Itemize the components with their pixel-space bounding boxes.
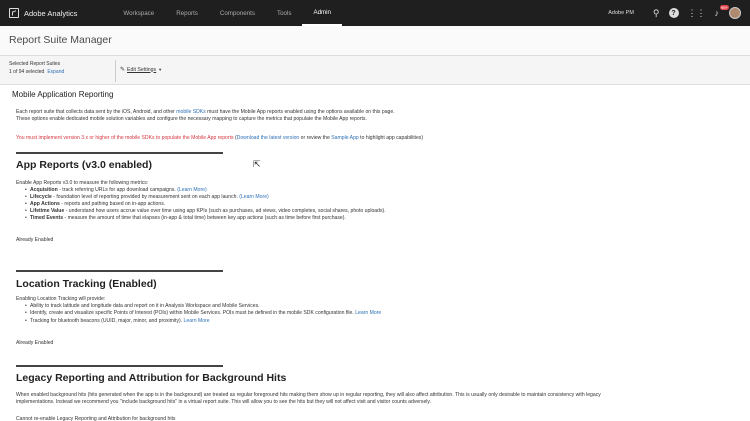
edit-settings-dropdown[interactable] bbox=[120, 66, 162, 73]
page-header bbox=[0, 26, 750, 56]
section-title: Mobile Application Reporting bbox=[12, 90, 114, 99]
settings-panel bbox=[0, 85, 750, 421]
item-term: Timed Events bbox=[30, 215, 64, 221]
item-term: Lifetime Value bbox=[30, 208, 65, 214]
page-title: Report Suite Manager bbox=[9, 34, 112, 46]
apps-grid-icon[interactable]: ⋮⋮ bbox=[687, 7, 706, 18]
list-item bbox=[30, 310, 381, 316]
app-reports-intro: Enable App Reports v3.0 to measure the following metrics: bbox=[16, 180, 149, 186]
item-text: Ability to track latitude and longitude data and report on it in Analysis Workspace and Mobile Services. bbox=[30, 303, 260, 309]
warning-end: to highlight app capabilities) bbox=[360, 135, 424, 141]
list-item bbox=[30, 208, 386, 214]
location-status: Already Enabled bbox=[16, 340, 54, 346]
app-reports-heading: App Reports (v3.0 enabled) bbox=[16, 159, 152, 171]
item-desc: - understand how users accrue value over time using app KPIs (such as purchases, ad views, video completes, social shares, photo uploads). bbox=[65, 208, 386, 214]
download-latest-link[interactable]: Download the latest version bbox=[236, 135, 300, 141]
nav-admin[interactable]: Admin bbox=[302, 0, 342, 26]
legacy-status: Cannot re-enable Legacy Reporting and Attribution for background hits bbox=[16, 416, 176, 421]
bell-icon: ♪ bbox=[714, 7, 719, 18]
location-heading: Location Tracking (Enabled) bbox=[16, 278, 157, 290]
user-avatar[interactable] bbox=[729, 7, 741, 19]
selected-count-text: 1 of 94 selected bbox=[9, 69, 45, 75]
header-actions bbox=[608, 0, 750, 26]
warning-paren: ( bbox=[234, 135, 237, 141]
intro-text: Each report suite that collects data sent by the iOS, Android, and other bbox=[16, 109, 175, 115]
selected-count bbox=[9, 69, 64, 75]
adobe-analytics-logo-icon[interactable] bbox=[9, 8, 19, 18]
list-item bbox=[30, 215, 346, 221]
top-navigation-bar bbox=[0, 0, 750, 26]
item-term: App Actions bbox=[30, 201, 60, 207]
mouse-pointer-icon: ⇱ bbox=[253, 159, 261, 169]
main-nav bbox=[112, 0, 342, 26]
warning-or: or review the bbox=[300, 135, 330, 141]
selected-report-suites-label: Selected Report Suites bbox=[9, 61, 61, 67]
intro-line-2: These options enable dedicated mobile solution variables and configure the necessary mapping to capture the metrics that populate the Mobile App reports. bbox=[16, 116, 367, 122]
section-divider bbox=[16, 270, 223, 272]
app-name[interactable]: Adobe Analytics bbox=[24, 8, 78, 18]
item-term: Lifecycle bbox=[30, 194, 52, 200]
sdk-warning bbox=[16, 135, 423, 141]
edit-icon: ✎ bbox=[120, 67, 126, 73]
learn-more-link[interactable]: Learn More bbox=[183, 318, 210, 324]
learn-more-link[interactable]: (Learn More) bbox=[177, 187, 207, 193]
nav-tools[interactable]: Tools bbox=[276, 9, 292, 17]
expand-link[interactable]: Expand bbox=[47, 69, 65, 75]
location-intro: Enabling Location Tracking will provide: bbox=[16, 296, 106, 302]
legacy-para-1: When enabled background hits (hits generated when the app is in the background) are treated as regular foreground hits making them show up in regular reporting, they will also affect attribution. This is usually only desirable to maintain consistency with legacy bbox=[16, 392, 601, 398]
notifications-button[interactable] bbox=[714, 4, 728, 18]
section-divider bbox=[16, 152, 223, 154]
intro-line-1 bbox=[16, 109, 395, 115]
list-item bbox=[30, 201, 165, 207]
nav-workspace[interactable]: Workspace bbox=[123, 9, 155, 17]
legacy-para-2: implementations. Instead we recommend you "include background hits" in a virtual report suite. This will allow you to see the hits but they will not affect visit and visitor counts adversely. bbox=[16, 399, 431, 405]
warning-text: You must implement version 3.x or higher of the mobile SDKs to populate the Mobile App reports bbox=[16, 135, 234, 141]
sample-app-link[interactable]: Sample App bbox=[331, 135, 359, 141]
chevron-down-icon: ▼ bbox=[158, 67, 163, 72]
nav-components[interactable]: Components bbox=[219, 9, 255, 17]
list-item bbox=[30, 187, 207, 193]
list-item bbox=[30, 318, 210, 324]
help-icon[interactable]: ? bbox=[669, 8, 679, 18]
toolbar-divider bbox=[115, 60, 116, 82]
section-divider bbox=[16, 365, 223, 367]
nav-reports[interactable]: Reports bbox=[176, 9, 198, 17]
legacy-heading: Legacy Reporting and Attribution for Background Hits bbox=[16, 372, 287, 384]
intro-text-post: must have the Mobile App reports enabled using the options available on this page. bbox=[207, 109, 395, 115]
mobile-sdks-link[interactable]: mobile SDKs bbox=[176, 109, 206, 115]
learn-more-link[interactable]: (Learn More) bbox=[239, 194, 269, 200]
notification-badge: 99+ bbox=[721, 4, 728, 10]
item-text: Identify, create and visualize specific Points of Interest (POIs) within Mobile Services. POIs must be defined in the mobile SDK configuration file. bbox=[30, 310, 354, 316]
list-item bbox=[30, 303, 260, 309]
learn-more-link[interactable]: Learn More bbox=[355, 310, 382, 316]
app-reports-status: Already Enabled bbox=[16, 237, 54, 243]
item-term: Acquisition bbox=[30, 187, 58, 193]
item-desc: - track referring URLs for app download campaigns. bbox=[59, 187, 176, 193]
company-switcher[interactable]: Adobe PM bbox=[608, 10, 634, 16]
item-text: Tracking for bluetooth beacons (UUID, major, minor, and proximity). bbox=[30, 318, 183, 324]
edit-settings-label: Edit Settings bbox=[127, 66, 157, 73]
item-desc: - measure the amount of time that elapses (in-app & total time) between key app actions (such as time before first purchase). bbox=[64, 215, 346, 221]
search-icon[interactable]: ⚲ bbox=[652, 7, 660, 18]
list-item bbox=[30, 194, 269, 200]
item-desc: - foundation level of reporting provided by measurement sent on each app launch. bbox=[53, 194, 238, 200]
item-desc: - reports and pathing based on in-app actions. bbox=[61, 201, 166, 207]
